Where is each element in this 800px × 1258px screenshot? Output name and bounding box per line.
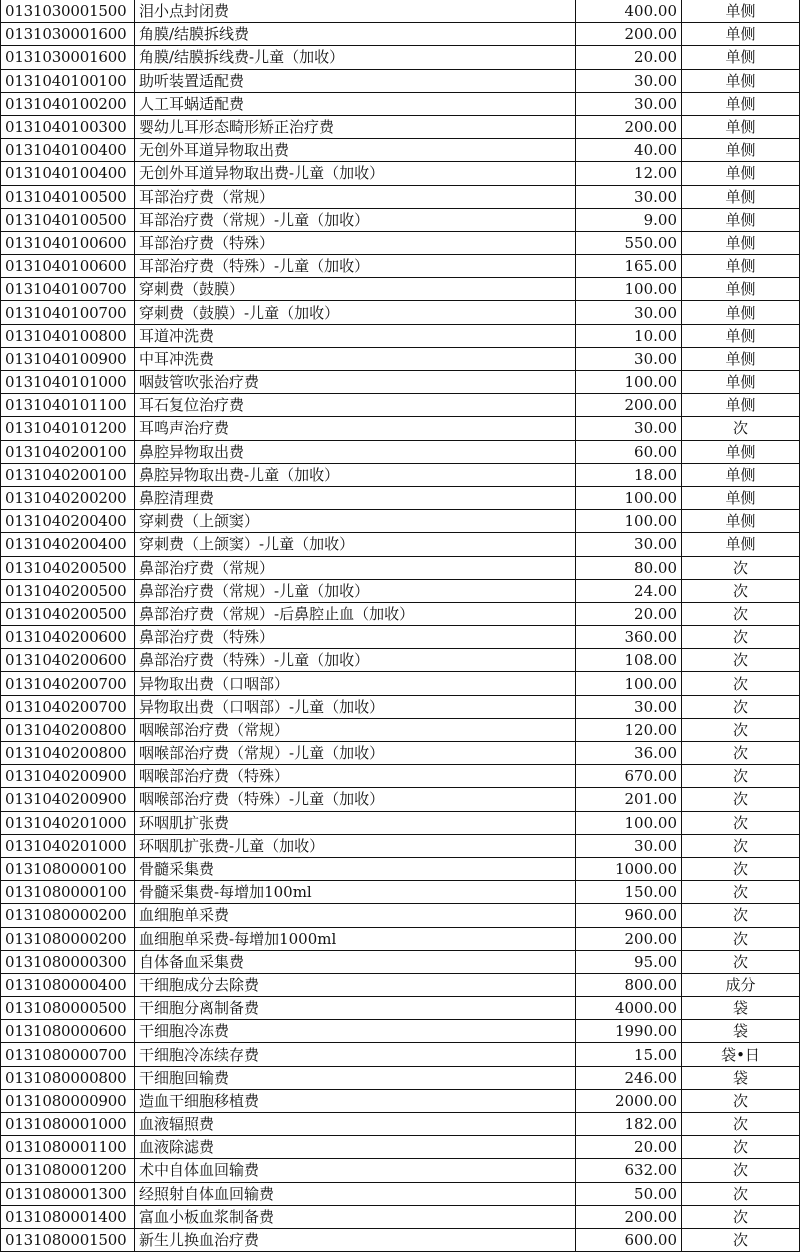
table-row bbox=[1, 904, 800, 927]
price-cell: 550.00 bbox=[576, 231, 682, 254]
price-cell: 100.00 bbox=[576, 278, 682, 301]
price-cell: 30.00 bbox=[576, 185, 682, 208]
item-name-cell: 中耳冲洗费 bbox=[135, 347, 576, 370]
unit-cell: 单侧 bbox=[682, 463, 800, 486]
table-row bbox=[1, 1020, 800, 1043]
unit-cell: 单侧 bbox=[682, 394, 800, 417]
price-cell: 165.00 bbox=[576, 255, 682, 278]
item-code-cell: 0131080000300 bbox=[1, 950, 135, 973]
item-name-cell: 穿刺费（上颌窦） bbox=[135, 510, 576, 533]
item-name-cell: 咽鼓管吹张治疗费 bbox=[135, 371, 576, 394]
item-code-cell: 0131040100600 bbox=[1, 255, 135, 278]
item-code-cell: 0131040100300 bbox=[1, 115, 135, 138]
item-name-cell: 经照射自体血回输费 bbox=[135, 1182, 576, 1205]
unit-cell: 成分 bbox=[682, 973, 800, 996]
item-code-cell: 0131040100100 bbox=[1, 69, 135, 92]
fee-table-body bbox=[1, 0, 800, 1252]
unit-cell: 次 bbox=[682, 811, 800, 834]
item-code-cell: 0131080000800 bbox=[1, 1066, 135, 1089]
table-row bbox=[1, 602, 800, 625]
price-cell: 400.00 bbox=[576, 0, 682, 23]
item-name-cell: 骨髓采集费 bbox=[135, 857, 576, 880]
item-name-cell: 角膜/结膜拆线费-儿童（加收） bbox=[135, 46, 576, 69]
unit-cell: 单侧 bbox=[682, 162, 800, 185]
item-code-cell: 0131080001000 bbox=[1, 1113, 135, 1136]
unit-cell: 次 bbox=[682, 1136, 800, 1159]
unit-cell: 次 bbox=[682, 1228, 800, 1251]
price-cell: 200.00 bbox=[576, 927, 682, 950]
price-cell: 960.00 bbox=[576, 904, 682, 927]
table-row bbox=[1, 742, 800, 765]
table-row bbox=[1, 139, 800, 162]
price-cell: 30.00 bbox=[576, 301, 682, 324]
unit-cell: 单侧 bbox=[682, 208, 800, 231]
item-code-cell: 0131040100200 bbox=[1, 92, 135, 115]
item-name-cell: 穿刺费（鼓膜） bbox=[135, 278, 576, 301]
unit-cell: 次 bbox=[682, 649, 800, 672]
price-cell: 50.00 bbox=[576, 1182, 682, 1205]
table-row bbox=[1, 1228, 800, 1251]
price-cell: 200.00 bbox=[576, 23, 682, 46]
unit-cell: 袋 bbox=[682, 1020, 800, 1043]
price-cell: 201.00 bbox=[576, 788, 682, 811]
item-code-cell: 0131040200500 bbox=[1, 579, 135, 602]
table-row bbox=[1, 1043, 800, 1066]
price-cell: 80.00 bbox=[576, 556, 682, 579]
table-row bbox=[1, 92, 800, 115]
unit-cell: 单侧 bbox=[682, 510, 800, 533]
table-row bbox=[1, 1136, 800, 1159]
price-cell: 30.00 bbox=[576, 69, 682, 92]
item-code-cell: 0131080000600 bbox=[1, 1020, 135, 1043]
table-row bbox=[1, 371, 800, 394]
table-row bbox=[1, 417, 800, 440]
unit-cell: 次 bbox=[682, 556, 800, 579]
item-code-cell: 0131040200600 bbox=[1, 649, 135, 672]
table-row bbox=[1, 394, 800, 417]
price-cell: 182.00 bbox=[576, 1113, 682, 1136]
table-row bbox=[1, 765, 800, 788]
unit-cell: 单侧 bbox=[682, 231, 800, 254]
table-row bbox=[1, 579, 800, 602]
price-cell: 30.00 bbox=[576, 92, 682, 115]
unit-cell: 次 bbox=[682, 1089, 800, 1112]
item-name-cell: 环咽肌扩张费-儿童（加收） bbox=[135, 834, 576, 857]
price-cell: 360.00 bbox=[576, 626, 682, 649]
unit-cell: 袋 bbox=[682, 1066, 800, 1089]
item-code-cell: 0131040101000 bbox=[1, 371, 135, 394]
unit-cell: 单侧 bbox=[682, 0, 800, 23]
price-cell: 24.00 bbox=[576, 579, 682, 602]
price-cell: 20.00 bbox=[576, 602, 682, 625]
price-cell: 150.00 bbox=[576, 881, 682, 904]
item-name-cell: 血细胞单采费-每增加1000ml bbox=[135, 927, 576, 950]
item-name-cell: 无创外耳道异物取出费 bbox=[135, 139, 576, 162]
item-code-cell: 0131080001400 bbox=[1, 1205, 135, 1228]
item-code-cell: 0131040200900 bbox=[1, 765, 135, 788]
unit-cell: 单侧 bbox=[682, 139, 800, 162]
table-row bbox=[1, 857, 800, 880]
item-name-cell: 耳部治疗费（特殊）-儿童（加收） bbox=[135, 255, 576, 278]
price-cell: 15.00 bbox=[576, 1043, 682, 1066]
table-row bbox=[1, 950, 800, 973]
unit-cell: 次 bbox=[682, 857, 800, 880]
table-row bbox=[1, 115, 800, 138]
unit-cell: 次 bbox=[682, 672, 800, 695]
table-row bbox=[1, 718, 800, 741]
price-cell: 100.00 bbox=[576, 371, 682, 394]
item-name-cell: 干细胞成分去除费 bbox=[135, 973, 576, 996]
item-code-cell: 0131040200700 bbox=[1, 672, 135, 695]
item-name-cell: 耳部治疗费（常规）-儿童（加收） bbox=[135, 208, 576, 231]
table-row bbox=[1, 23, 800, 46]
table-row bbox=[1, 1159, 800, 1182]
item-code-cell: 0131040200900 bbox=[1, 788, 135, 811]
item-name-cell: 咽喉部治疗费（特殊） bbox=[135, 765, 576, 788]
item-code-cell: 0131040200700 bbox=[1, 695, 135, 718]
item-name-cell: 干细胞分离制备费 bbox=[135, 997, 576, 1020]
table-row bbox=[1, 278, 800, 301]
item-name-cell: 干细胞回输费 bbox=[135, 1066, 576, 1089]
price-cell: 20.00 bbox=[576, 1136, 682, 1159]
item-name-cell: 鼻部治疗费（常规）-儿童（加收） bbox=[135, 579, 576, 602]
item-code-cell: 0131080000200 bbox=[1, 904, 135, 927]
item-name-cell: 角膜/结膜拆线费 bbox=[135, 23, 576, 46]
unit-cell: 次 bbox=[682, 765, 800, 788]
item-name-cell: 血液除滤费 bbox=[135, 1136, 576, 1159]
table-row bbox=[1, 301, 800, 324]
price-cell: 120.00 bbox=[576, 718, 682, 741]
table-row bbox=[1, 997, 800, 1020]
item-code-cell: 0131040100700 bbox=[1, 301, 135, 324]
table-row bbox=[1, 324, 800, 347]
item-code-cell: 0131040200600 bbox=[1, 626, 135, 649]
price-cell: 800.00 bbox=[576, 973, 682, 996]
item-code-cell: 0131030001600 bbox=[1, 46, 135, 69]
item-code-cell: 0131040101100 bbox=[1, 394, 135, 417]
price-cell: 600.00 bbox=[576, 1228, 682, 1251]
unit-cell: 单侧 bbox=[682, 185, 800, 208]
item-code-cell: 0131040100500 bbox=[1, 208, 135, 231]
unit-cell: 次 bbox=[682, 695, 800, 718]
price-cell: 100.00 bbox=[576, 510, 682, 533]
table-row bbox=[1, 695, 800, 718]
unit-cell: 单侧 bbox=[682, 324, 800, 347]
unit-cell: 次 bbox=[682, 1159, 800, 1182]
table-row bbox=[1, 533, 800, 556]
item-name-cell: 富血小板血浆制备费 bbox=[135, 1205, 576, 1228]
price-cell: 20.00 bbox=[576, 46, 682, 69]
item-name-cell: 耳鸣声治疗费 bbox=[135, 417, 576, 440]
price-cell: 200.00 bbox=[576, 1205, 682, 1228]
unit-cell: 袋 bbox=[682, 997, 800, 1020]
item-name-cell: 耳部治疗费（常规） bbox=[135, 185, 576, 208]
item-name-cell: 鼻部治疗费（特殊）-儿童（加收） bbox=[135, 649, 576, 672]
table-row bbox=[1, 440, 800, 463]
price-cell: 100.00 bbox=[576, 486, 682, 509]
item-code-cell: 0131030001600 bbox=[1, 23, 135, 46]
item-name-cell: 无创外耳道异物取出费-儿童（加收） bbox=[135, 162, 576, 185]
item-name-cell: 鼻腔异物取出费-儿童（加收） bbox=[135, 463, 576, 486]
item-code-cell: 0131040101200 bbox=[1, 417, 135, 440]
price-cell: 10.00 bbox=[576, 324, 682, 347]
price-cell: 670.00 bbox=[576, 765, 682, 788]
price-cell: 200.00 bbox=[576, 115, 682, 138]
item-code-cell: 0131080001300 bbox=[1, 1182, 135, 1205]
unit-cell: 次 bbox=[682, 1113, 800, 1136]
unit-cell: 次 bbox=[682, 742, 800, 765]
unit-cell: 单侧 bbox=[682, 255, 800, 278]
table-row bbox=[1, 69, 800, 92]
item-name-cell: 鼻腔异物取出费 bbox=[135, 440, 576, 463]
table-row bbox=[1, 834, 800, 857]
item-code-cell: 0131080000200 bbox=[1, 927, 135, 950]
table-row bbox=[1, 1205, 800, 1228]
table-row bbox=[1, 1182, 800, 1205]
item-name-cell: 耳部治疗费（特殊） bbox=[135, 231, 576, 254]
price-cell: 12.00 bbox=[576, 162, 682, 185]
item-name-cell: 穿刺费（鼓膜）-儿童（加收） bbox=[135, 301, 576, 324]
price-cell: 1000.00 bbox=[576, 857, 682, 880]
unit-cell: 单侧 bbox=[682, 533, 800, 556]
unit-cell: 单侧 bbox=[682, 301, 800, 324]
price-cell: 100.00 bbox=[576, 672, 682, 695]
table-row bbox=[1, 347, 800, 370]
item-name-cell: 咽喉部治疗费（特殊）-儿童（加收） bbox=[135, 788, 576, 811]
unit-cell: 次 bbox=[682, 834, 800, 857]
unit-cell: 单侧 bbox=[682, 115, 800, 138]
item-name-cell: 穿刺费（上颌窦）-儿童（加收） bbox=[135, 533, 576, 556]
item-name-cell: 人工耳蜗适配费 bbox=[135, 92, 576, 115]
price-cell: 200.00 bbox=[576, 394, 682, 417]
item-name-cell: 鼻部治疗费（特殊） bbox=[135, 626, 576, 649]
item-code-cell: 0131040200100 bbox=[1, 440, 135, 463]
price-cell: 100.00 bbox=[576, 811, 682, 834]
item-code-cell: 0131080000900 bbox=[1, 1089, 135, 1112]
item-code-cell: 0131040200400 bbox=[1, 533, 135, 556]
item-code-cell: 0131040100800 bbox=[1, 324, 135, 347]
item-name-cell: 助听装置适配费 bbox=[135, 69, 576, 92]
table-row bbox=[1, 463, 800, 486]
item-name-cell: 鼻部治疗费（常规）-后鼻腔止血（加收） bbox=[135, 602, 576, 625]
unit-cell: 次 bbox=[682, 881, 800, 904]
table-row bbox=[1, 811, 800, 834]
item-name-cell: 术中自体血回输费 bbox=[135, 1159, 576, 1182]
unit-cell: 单侧 bbox=[682, 23, 800, 46]
table-row bbox=[1, 486, 800, 509]
item-name-cell: 咽喉部治疗费（常规） bbox=[135, 718, 576, 741]
table-row bbox=[1, 626, 800, 649]
item-code-cell: 0131040200800 bbox=[1, 718, 135, 741]
table-row bbox=[1, 1113, 800, 1136]
item-code-cell: 0131040100500 bbox=[1, 185, 135, 208]
price-cell: 30.00 bbox=[576, 834, 682, 857]
table-row bbox=[1, 208, 800, 231]
unit-cell: 次 bbox=[682, 950, 800, 973]
item-name-cell: 新生儿换血治疗费 bbox=[135, 1228, 576, 1251]
item-name-cell: 干细胞冷冻费 bbox=[135, 1020, 576, 1043]
price-cell: 30.00 bbox=[576, 417, 682, 440]
item-code-cell: 0131040200100 bbox=[1, 463, 135, 486]
item-code-cell: 0131080001500 bbox=[1, 1228, 135, 1251]
item-name-cell: 血液辐照费 bbox=[135, 1113, 576, 1136]
item-name-cell: 鼻腔清理费 bbox=[135, 486, 576, 509]
unit-cell: 次 bbox=[682, 626, 800, 649]
price-cell: 246.00 bbox=[576, 1066, 682, 1089]
unit-cell: 单侧 bbox=[682, 347, 800, 370]
unit-cell: 单侧 bbox=[682, 46, 800, 69]
price-cell: 108.00 bbox=[576, 649, 682, 672]
unit-cell: 袋•日 bbox=[682, 1043, 800, 1066]
table-row bbox=[1, 231, 800, 254]
unit-cell: 单侧 bbox=[682, 371, 800, 394]
table-row bbox=[1, 556, 800, 579]
item-code-cell: 0131040100900 bbox=[1, 347, 135, 370]
item-name-cell: 自体备血采集费 bbox=[135, 950, 576, 973]
item-name-cell: 耳石复位治疗费 bbox=[135, 394, 576, 417]
item-code-cell: 0131040100600 bbox=[1, 231, 135, 254]
table-row bbox=[1, 649, 800, 672]
unit-cell: 次 bbox=[682, 1205, 800, 1228]
table-row bbox=[1, 185, 800, 208]
table-row bbox=[1, 788, 800, 811]
table-row bbox=[1, 0, 800, 23]
price-cell: 30.00 bbox=[576, 347, 682, 370]
unit-cell: 单侧 bbox=[682, 92, 800, 115]
item-code-cell: 0131040100700 bbox=[1, 278, 135, 301]
item-code-cell: 0131040200800 bbox=[1, 742, 135, 765]
item-code-cell: 0131030001500 bbox=[1, 0, 135, 23]
item-code-cell: 0131040201000 bbox=[1, 811, 135, 834]
item-name-cell: 鼻部治疗费（常规） bbox=[135, 556, 576, 579]
unit-cell: 次 bbox=[682, 718, 800, 741]
item-code-cell: 0131040200200 bbox=[1, 486, 135, 509]
item-name-cell: 干细胞冷冻续存费 bbox=[135, 1043, 576, 1066]
item-code-cell: 0131040201000 bbox=[1, 834, 135, 857]
table-row bbox=[1, 255, 800, 278]
table-row bbox=[1, 510, 800, 533]
price-cell: 18.00 bbox=[576, 463, 682, 486]
unit-cell: 单侧 bbox=[682, 278, 800, 301]
table-row bbox=[1, 1089, 800, 1112]
item-code-cell: 0131040200400 bbox=[1, 510, 135, 533]
item-code-cell: 0131080000100 bbox=[1, 881, 135, 904]
item-code-cell: 0131080000100 bbox=[1, 857, 135, 880]
table-row bbox=[1, 973, 800, 996]
price-cell: 95.00 bbox=[576, 950, 682, 973]
table-row bbox=[1, 162, 800, 185]
item-code-cell: 0131080000700 bbox=[1, 1043, 135, 1066]
unit-cell: 次 bbox=[682, 1182, 800, 1205]
unit-cell: 单侧 bbox=[682, 486, 800, 509]
unit-cell: 单侧 bbox=[682, 69, 800, 92]
price-cell: 9.00 bbox=[576, 208, 682, 231]
item-name-cell: 异物取出费（口咽部）-儿童（加收） bbox=[135, 695, 576, 718]
table-row bbox=[1, 1066, 800, 1089]
price-cell: 2000.00 bbox=[576, 1089, 682, 1112]
price-cell: 30.00 bbox=[576, 695, 682, 718]
price-cell: 60.00 bbox=[576, 440, 682, 463]
unit-cell: 次 bbox=[682, 927, 800, 950]
item-code-cell: 0131080001100 bbox=[1, 1136, 135, 1159]
item-code-cell: 0131080001200 bbox=[1, 1159, 135, 1182]
unit-cell: 次 bbox=[682, 904, 800, 927]
unit-cell: 次 bbox=[682, 788, 800, 811]
table-row bbox=[1, 46, 800, 69]
item-name-cell: 咽喉部治疗费（常规）-儿童（加收） bbox=[135, 742, 576, 765]
item-code-cell: 0131040200500 bbox=[1, 602, 135, 625]
price-cell: 30.00 bbox=[576, 533, 682, 556]
item-name-cell: 异物取出费（口咽部） bbox=[135, 672, 576, 695]
item-name-cell: 泪小点封闭费 bbox=[135, 0, 576, 23]
table-row bbox=[1, 927, 800, 950]
item-name-cell: 婴幼儿耳形态畸形矫正治疗费 bbox=[135, 115, 576, 138]
price-cell: 1990.00 bbox=[576, 1020, 682, 1043]
item-name-cell: 骨髓采集费-每增加100ml bbox=[135, 881, 576, 904]
item-name-cell: 耳道冲洗费 bbox=[135, 324, 576, 347]
price-cell: 40.00 bbox=[576, 139, 682, 162]
table-row bbox=[1, 672, 800, 695]
price-cell: 632.00 bbox=[576, 1159, 682, 1182]
unit-cell: 次 bbox=[682, 417, 800, 440]
price-cell: 4000.00 bbox=[576, 997, 682, 1020]
item-code-cell: 0131040200500 bbox=[1, 556, 135, 579]
item-code-cell: 0131080000400 bbox=[1, 973, 135, 996]
item-code-cell: 0131080000500 bbox=[1, 997, 135, 1020]
item-code-cell: 0131040100400 bbox=[1, 162, 135, 185]
item-name-cell: 造血干细胞移植费 bbox=[135, 1089, 576, 1112]
table-row bbox=[1, 881, 800, 904]
price-cell: 36.00 bbox=[576, 742, 682, 765]
unit-cell: 次 bbox=[682, 579, 800, 602]
item-name-cell: 环咽肌扩张费 bbox=[135, 811, 576, 834]
item-code-cell: 0131040100400 bbox=[1, 139, 135, 162]
unit-cell: 单侧 bbox=[682, 440, 800, 463]
unit-cell: 次 bbox=[682, 602, 800, 625]
item-name-cell: 血细胞单采费 bbox=[135, 904, 576, 927]
